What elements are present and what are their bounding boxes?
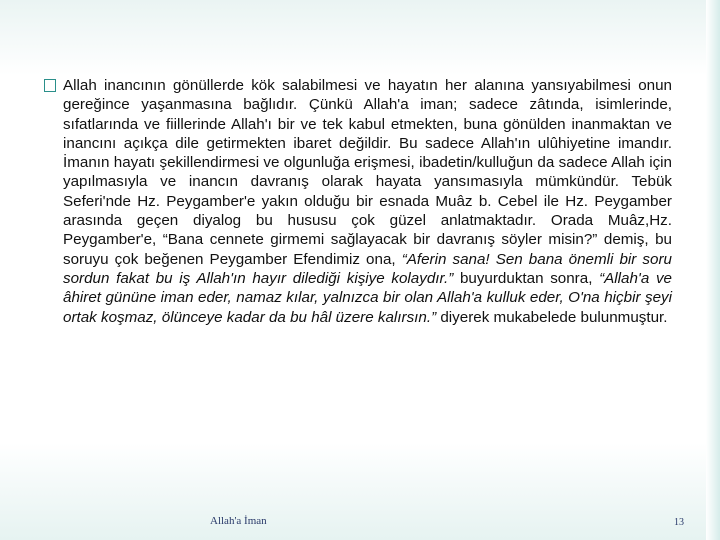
bullet-paragraph	[44, 76, 672, 327]
square-bullet-icon	[44, 79, 56, 92]
body-text-part-3: diyerek mukabelede bulunmuştur.	[440, 308, 668, 326]
page-number: 13	[674, 517, 684, 528]
quote-prophet-advice: “Allah'a ve âhiret gününe iman eder, namaz kılar, yalnızca bir olan Allah'a kulluk eder, O'na hiçbir şeyi ortak koşmaz, ölünceye kadar da bu hâl üzere kalırsın.”	[63, 269, 672, 326]
slide-body	[44, 76, 672, 327]
body-text	[63, 76, 672, 327]
body-text-part-2: buyurduktan sonra,	[459, 269, 593, 287]
body-text-part-1: Allah inancının gönüllerde kök salabilmesi ve hayatın her alanına yansıyabilmesi onun gereğince yaşanmasına bağlıdır. Çünkü Allah'a iman; sadece zâtında, isimlerinde, sıfatlarında ve fiillerinde Allah'ı bir ve tek kabul etmekten, buna gönülden inanmaktan ve inancını açıkça dile getirmekten ibaret değildir. Bu sadece Allah'ın ulûhiyetine imandır. İmanın hayatı şekillendirmesi ve olgunluğa erişmesi, ibadetin/kulluğun da sadece Allah için yapılmasıyla ve inancın davranış olarak hayata yansımasıyla mümkündür. Tebük Seferi'nde Hz. Peygamber'e yakın olduğu bir esnada Muâz b. Cebel ile Hz. Peygamber arasında geçen diyalog bu hususu çok güzel anlatmaktadır. Orada Muâz,Hz. Peygamber'e, “Bana cennete girmemi sağlayacak bir davranış söyler misin?” demiş, bu soruyu çok beğenen Peygamber Efendimiz ona,	[63, 77, 672, 268]
footer-title: Allah'a İman	[210, 515, 267, 527]
decorative-side-bar	[706, 0, 720, 540]
quote-prophet-reply: “Aferin sana! Sen bana önemli bir soru sordun fakat bu iş Allah'ın hayır dilediği kişiye kolaydır.”	[63, 250, 672, 287]
